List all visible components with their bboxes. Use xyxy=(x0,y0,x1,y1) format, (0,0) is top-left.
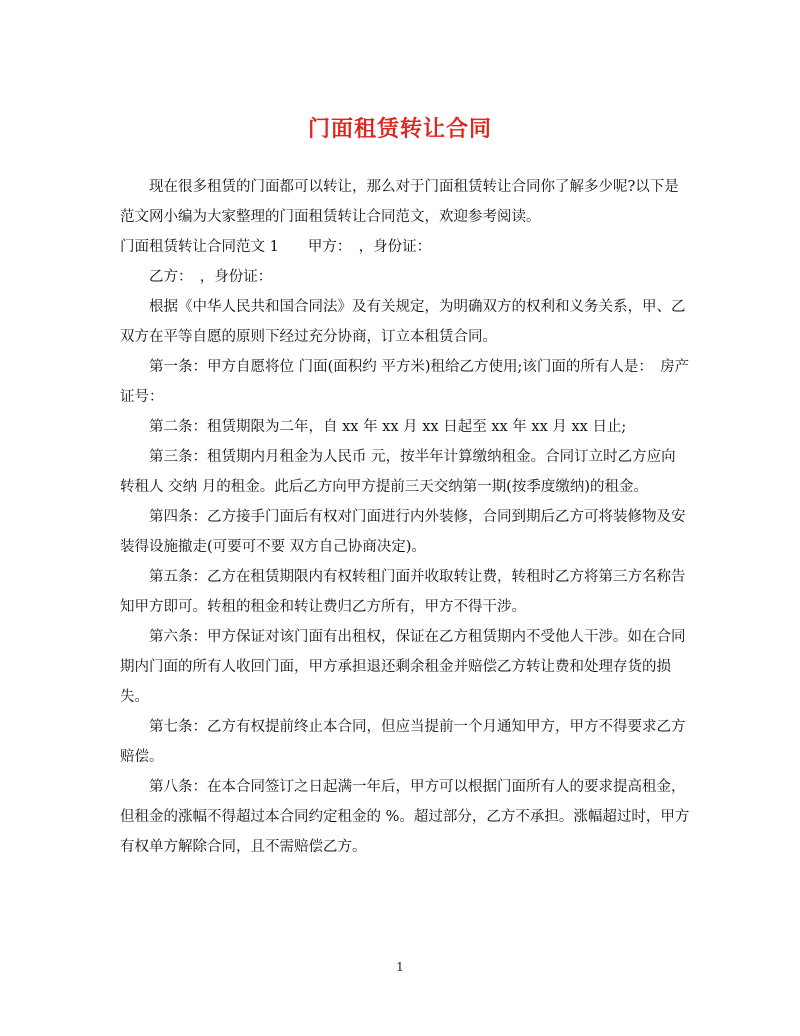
paragraph-intro: 现在很多租赁的门面都可以转让，那么对于门面租赁转让合同你了解多少呢?以下是范文网小编为大家整理的门面租赁转让合同范文，欢迎参考阅读。 xyxy=(120,179,679,225)
paragraph-article-8: 第八条：在本合同签订之日起满一年后，甲方可以根据门面所有人的要求提高租金，但租金的涨幅不得超过本合同约定租金的 %。超过部分，乙方不承担。涨幅超过时，甲方有权单方解除合同，且不需赔偿乙方。 xyxy=(120,779,690,855)
document-body xyxy=(120,172,690,862)
document-title: 门面租赁转让合同 xyxy=(307,116,492,142)
paragraph-article-5: 第五条：乙方在租赁期限内有权转租门面并收取转让费，转租时乙方将第三方名称告知甲方即可。转租的租金和转让费归乙方所有，甲方不得干涉。 xyxy=(120,569,686,615)
paragraph-party-b: 乙方： ，身份证： xyxy=(149,269,273,285)
paragraph-article-6: 第六条：甲方保证对该门面有出租权，保证在乙方租赁期内不受他人干涉。如在合同期内门面的所有人收回门面，甲方承担退还剩余租金并赔偿乙方转让费和处理存货的损失。 xyxy=(120,629,686,705)
paragraph-article-7: 第七条：乙方有权提前终止本合同，但应当提前一个月通知甲方，甲方不得要求乙方赔偿。 xyxy=(120,719,686,765)
paragraph-article-2: 第二条：租赁期限为二年，自 xx 年 xx 月 xx 日起至 xx 年 xx 月 xx 日止; xyxy=(149,419,627,435)
paragraph-preamble: 根据《中华人民共和国合同法》及有关规定，为明确双方的权利和义务关系，甲、乙双方在平等自愿的原则下经过充分协商，订立本租赁合同。 xyxy=(120,299,686,345)
paragraph-sample-heading: 门面租赁转让合同范文 1 甲方： ，身份证： xyxy=(120,239,432,255)
paragraph-article-1: 第一条：甲方自愿将位 门面(面积约 平方米)租给乙方使用;该门面的所有人是： 房产证号： xyxy=(120,359,690,405)
page-number: 1 xyxy=(396,960,404,974)
paragraph-article-4: 第四条：乙方接手门面后有权对门面进行内外装修，合同到期后乙方可将装修物及安装得设施撤走(可要可不要 双方自己协商决定)。 xyxy=(120,509,686,555)
paragraph-article-3: 第三条：租赁期内月租金为人民币 元，按半年计算缴纳租金。合同订立时乙方应向转租人 交纳 月的租金。此后乙方向甲方提前三天交纳第一期(按季度缴纳)的租金。 xyxy=(120,449,676,495)
